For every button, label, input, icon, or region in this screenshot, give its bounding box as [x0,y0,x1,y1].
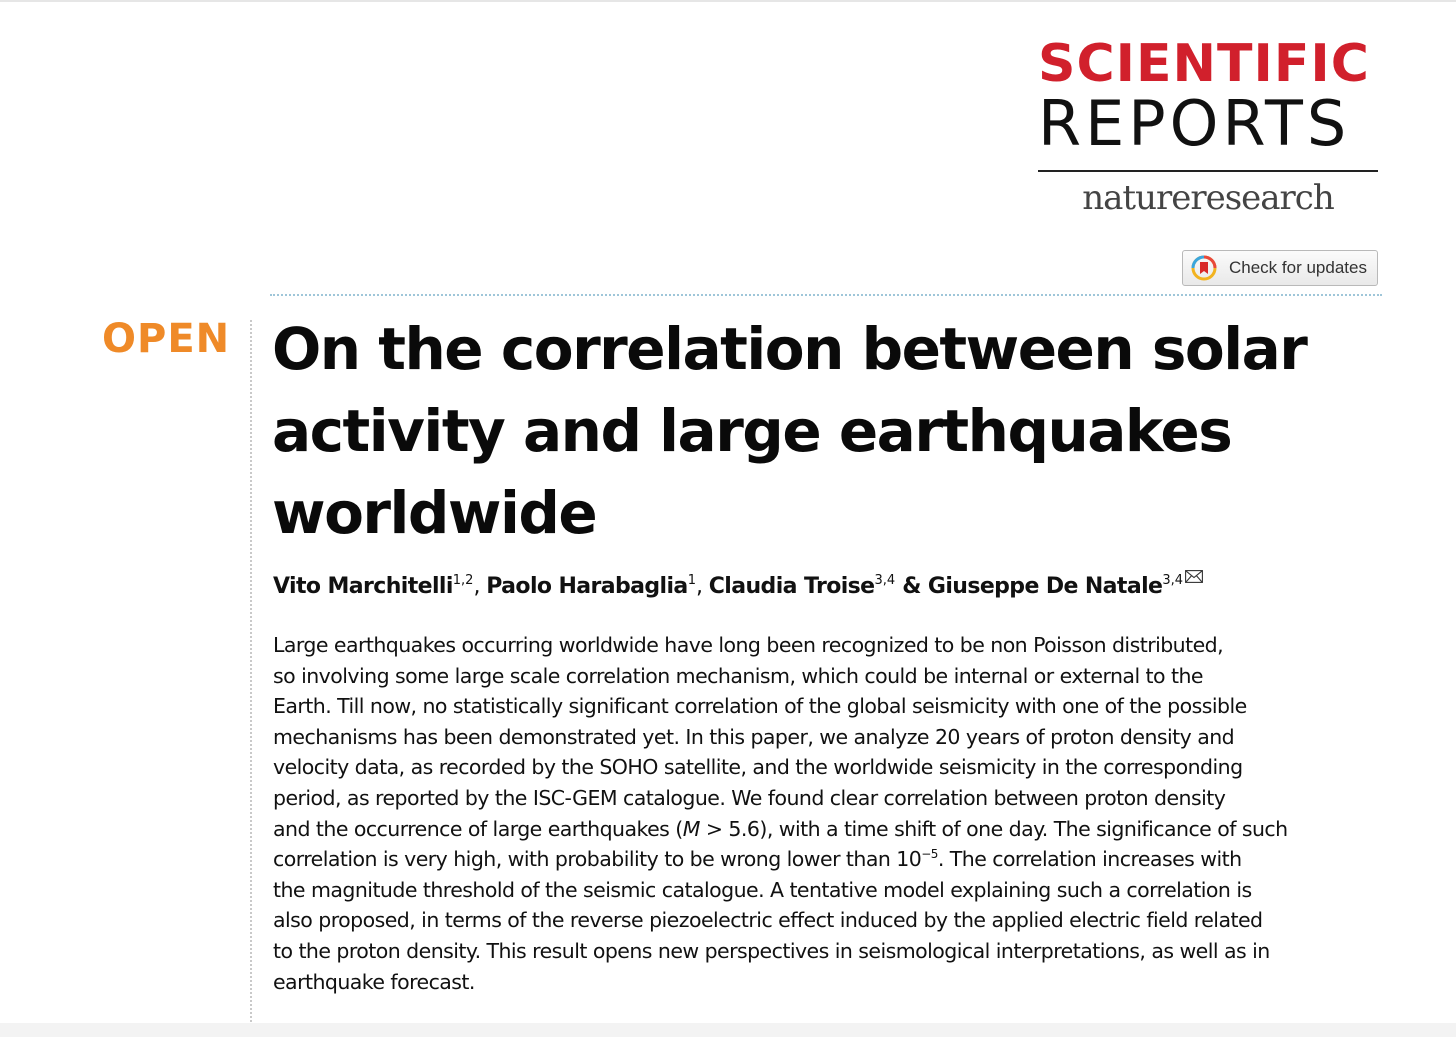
abstract-line: so involving some large scale correlation mechanism, which could be internal or external to the [273,663,1203,688]
margin-divider [250,320,252,1030]
author[interactable]: Vito Marchitelli$^{1,2}$ [273,573,474,599]
top-edge [0,0,1456,2]
author-separator: , [695,574,709,599]
journal-logo[interactable] [1038,34,1382,218]
author[interactable]: Giuseppe De Natale$^{3,4}$ [927,573,1184,599]
author[interactable]: Paolo Harabaglia$^1$ [486,573,696,599]
publisher-name: natureresearch [1082,178,1334,218]
affiliation-marker: 3,4 [874,573,896,588]
abstract-line: mechanisms has been demonstrated yet. In this paper, we analyze 20 years of proton density and [273,724,1235,749]
magnitude-symbol: M [682,816,700,841]
check-for-updates-button[interactable] [1182,250,1378,286]
abstract-line: Large earthquakes occurring worldwide have long been recognized to be non Poisson distributed, [273,633,1224,657]
affiliation-marker: 1,2 [452,573,474,588]
author[interactable]: Claudia Troise$^{3,4}$ [708,573,896,599]
abstract-line: the magnitude threshold of the seismic catalogue. A tentative model explaining such a correlation is [273,877,1252,902]
logo-divider [1038,170,1378,172]
open-access-label: OPEN [102,316,231,362]
abstract [273,630,1383,997]
affiliation-marker: 1 [687,573,696,588]
abstract-line: Earth. Till now, no statistically significant correlation of the global seismicity with one of the possible [273,694,1247,719]
journal-name-line1: SCIENTIFIC [1038,34,1370,94]
affiliation-marker: 3,4 [1162,573,1184,588]
check-for-updates-label: Check for updates [1229,258,1367,277]
abstract-line: velocity data, as recorded by the SOHO satellite, and the worldwide seismicity in the corresponding [273,755,1243,780]
abstract-line: period, as reported by the ISC-GEM catalogue. We found clear correlation between proton density [273,785,1226,810]
author-separator: & [895,574,928,599]
header-divider [270,294,1382,296]
abstract-line: correlation is very high, with probability to be wrong lower than $10^{-5}$. The correlation increases with [273,847,1242,872]
envelope-icon[interactable] [1185,570,1203,583]
author-separator: , [473,574,487,599]
abstract-line: earthquake forecast. [273,969,475,994]
article-title: On the correlation between solar activity and large earthquakes worldwide [272,315,1307,547]
abstract-line: and the occurrence of large earthquakes (M > 5.6), with a time shift of one day. The significance of such [273,816,1288,841]
check-updates-icon [1191,255,1217,281]
abstract-line: also proposed, in terms of the reverse piezoelectric effect induced by the applied electric field related [273,908,1263,933]
page-bottom-edge [0,1023,1456,1037]
abstract-line: to the proton density. This result opens new perspectives in seismological interpretations, as well as in [273,938,1270,963]
author-list [273,570,1383,599]
exponent: −5 [921,847,938,862]
journal-name-line2: REPORTS [1038,87,1351,160]
